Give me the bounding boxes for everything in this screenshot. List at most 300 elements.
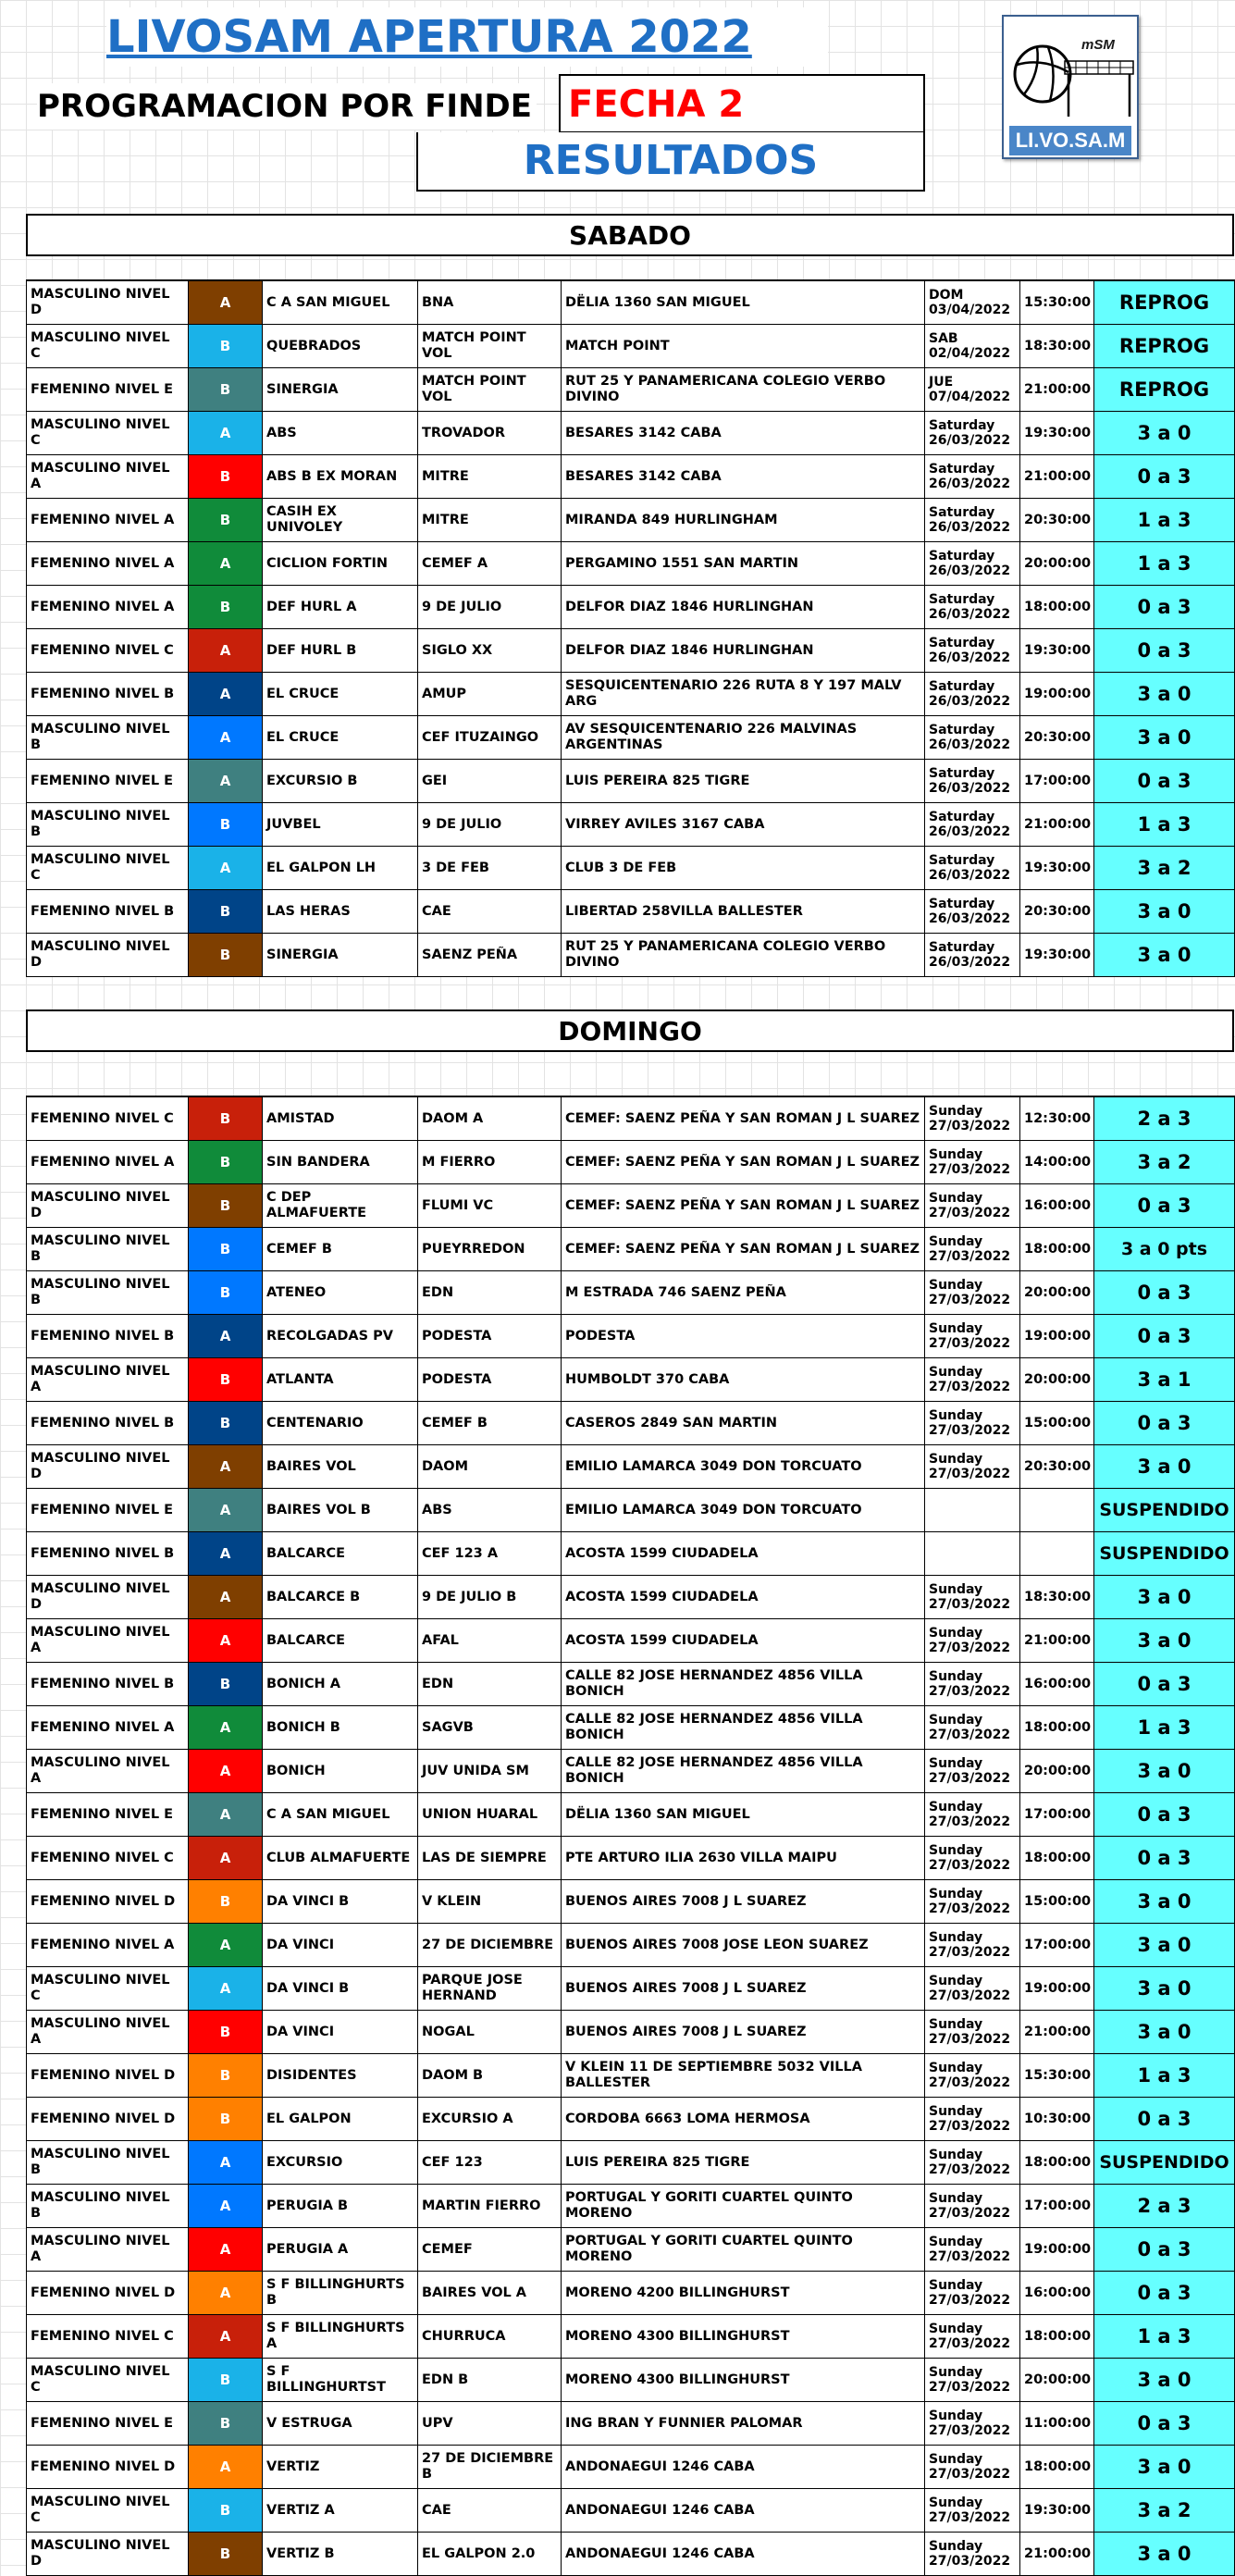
table-row (27, 499, 1235, 542)
resultados-label: RESULTADOS (416, 132, 925, 192)
date-cell: Sunday 27/03/2022 (925, 2141, 1020, 2185)
time-cell (1020, 1532, 1094, 1576)
nivel-badge: A (189, 1750, 263, 1793)
home-team-cell: EXCURSIO B (263, 760, 418, 803)
time-cell: 18:00:00 (1020, 586, 1094, 629)
home-team-cell: PERUGIA B (263, 2185, 418, 2228)
home-team-cell: SINERGIA (263, 934, 418, 977)
time-cell: 19:00:00 (1020, 1315, 1094, 1358)
nivel-badge: B (189, 1141, 263, 1184)
time-cell: 20:30:00 (1020, 499, 1094, 542)
home-team-cell: PERUGIA A (263, 2228, 418, 2272)
nivel-badge: A (189, 2185, 263, 2228)
venue-cell: MIRANDA 849 HURLINGHAM (562, 499, 925, 542)
away-team-cell: PARQUE JOSE HERNAND (418, 1967, 562, 2011)
nivel-badge: A (189, 629, 263, 673)
away-team-cell: CEF ITUZAINGO (418, 716, 562, 760)
table-row (27, 847, 1235, 890)
nivel-badge: B (189, 1402, 263, 1445)
result-cell: REPROG (1094, 280, 1235, 325)
date-cell: Sunday 27/03/2022 (925, 2228, 1020, 2272)
categoria-cell: FEMENINO NIVEL D (27, 2098, 189, 2141)
date-cell: Saturday 26/03/2022 (925, 542, 1020, 586)
venue-cell: CALLE 82 JOSE HERNANDEZ 4856 VILLA BONICH (562, 1750, 925, 1793)
categoria-cell: MASCULINO NIVEL D (27, 934, 189, 977)
table-row (27, 1489, 1235, 1532)
time-cell: 18:00:00 (1020, 2141, 1094, 2185)
result-cell: 3 a 2 (1094, 847, 1235, 890)
categoria-cell: MASCULINO NIVEL C (27, 412, 189, 455)
categoria-cell: FEMENINO NIVEL A (27, 1706, 189, 1750)
venue-cell: PORTUGAL Y GORITI CUARTEL QUINTO MORENO (562, 2185, 925, 2228)
date-cell: Sunday 27/03/2022 (925, 1228, 1020, 1271)
time-cell: 20:00:00 (1020, 542, 1094, 586)
home-team-cell: EL CRUCE (263, 716, 418, 760)
result-cell: 1 a 3 (1094, 1706, 1235, 1750)
nivel-badge: B (189, 325, 263, 368)
venue-cell: BESARES 3142 CABA (562, 412, 925, 455)
venue-cell: DELFOR DIAZ 1846 HURLINGHAN (562, 586, 925, 629)
home-team-cell: VERTIZ B (263, 2533, 418, 2576)
date-cell: Saturday 26/03/2022 (925, 716, 1020, 760)
result-cell: 2 a 3 (1094, 1096, 1235, 1141)
time-cell: 19:30:00 (1020, 2489, 1094, 2533)
home-team-cell: EXCURSIO (263, 2141, 418, 2185)
time-cell: 12:30:00 (1020, 1096, 1094, 1141)
time-cell: 19:30:00 (1020, 847, 1094, 890)
categoria-cell: MASCULINO NIVEL A (27, 2228, 189, 2272)
time-cell: 17:00:00 (1020, 1924, 1094, 1967)
result-cell: 3 a 2 (1094, 2489, 1235, 2533)
time-cell: 21:00:00 (1020, 2533, 1094, 2576)
away-team-cell: UPV (418, 2402, 562, 2446)
away-team-cell: EDN (418, 1271, 562, 1315)
venue-cell: CALLE 82 JOSE HERNANDEZ 4856 VILLA BONICH (562, 1706, 925, 1750)
result-cell: 0 a 3 (1094, 760, 1235, 803)
time-cell: 18:00:00 (1020, 2315, 1094, 2359)
result-cell: 0 a 3 (1094, 2228, 1235, 2272)
nivel-badge: B (189, 499, 263, 542)
table-row (27, 760, 1235, 803)
away-team-cell: 27 DE DICIEMBRE B (418, 2446, 562, 2489)
venue-cell: MORENO 4300 BILLINGHURST (562, 2315, 925, 2359)
time-cell: 19:00:00 (1020, 1967, 1094, 2011)
nivel-badge: A (189, 2446, 263, 2489)
away-team-cell: 27 DE DICIEMBRE (418, 1924, 562, 1967)
venue-cell: CEMEF: SAENZ PEÑA Y SAN ROMAN J L SUAREZ (562, 1096, 925, 1141)
away-team-cell: DAOM (418, 1445, 562, 1489)
categoria-cell: MASCULINO NIVEL B (27, 2141, 189, 2185)
result-cell: 1 a 3 (1094, 2054, 1235, 2098)
date-cell: Sunday 27/03/2022 (925, 1967, 1020, 2011)
result-cell: 3 a 0 (1094, 890, 1235, 934)
date-cell: Sunday 27/03/2022 (925, 1096, 1020, 1141)
away-team-cell: SIGLO XX (418, 629, 562, 673)
home-team-cell: C A SAN MIGUEL (263, 1793, 418, 1837)
nivel-badge: B (189, 2489, 263, 2533)
time-cell: 20:00:00 (1020, 1358, 1094, 1402)
result-cell: 3 a 0 (1094, 1445, 1235, 1489)
result-cell: 1 a 3 (1094, 542, 1235, 586)
away-team-cell: V KLEIN (418, 1880, 562, 1924)
date-cell: Sunday 27/03/2022 (925, 1837, 1020, 1880)
table-row (27, 1793, 1235, 1837)
nivel-badge: A (189, 1706, 263, 1750)
nivel-badge: A (189, 673, 263, 716)
venue-cell: CLUB 3 DE FEB (562, 847, 925, 890)
table-row (27, 890, 1235, 934)
date-cell: Saturday 26/03/2022 (925, 760, 1020, 803)
nivel-badge: B (189, 2098, 263, 2141)
date-cell: Sunday 27/03/2022 (925, 1576, 1020, 1619)
categoria-cell: MASCULINO NIVEL D (27, 280, 189, 325)
time-cell: 11:00:00 (1020, 2402, 1094, 2446)
date-cell: Sunday 27/03/2022 (925, 2359, 1020, 2402)
table-row (27, 2185, 1235, 2228)
venue-cell: BESARES 3142 CABA (562, 455, 925, 499)
away-team-cell: MITRE (418, 499, 562, 542)
result-cell: 0 a 3 (1094, 1184, 1235, 1228)
venue-cell: RUT 25 Y PANAMERICANA COLEGIO VERBO DIVINO (562, 368, 925, 412)
away-team-cell: EL GALPON 2.0 (418, 2533, 562, 2576)
time-cell: 14:00:00 (1020, 1141, 1094, 1184)
home-team-cell: BAIRES VOL B (263, 1489, 418, 1532)
date-cell: Sunday 27/03/2022 (925, 1706, 1020, 1750)
categoria-cell: MASCULINO NIVEL D (27, 2533, 189, 2576)
table-row (27, 1924, 1235, 1967)
categoria-cell: MASCULINO NIVEL B (27, 1271, 189, 1315)
table-row (27, 803, 1235, 847)
away-team-cell: PODESTA (418, 1358, 562, 1402)
categoria-cell: MASCULINO NIVEL B (27, 2185, 189, 2228)
table-row (27, 542, 1235, 586)
home-team-cell: DA VINCI (263, 1924, 418, 1967)
away-team-cell: NOGAL (418, 2011, 562, 2054)
home-team-cell: EL GALPON (263, 2098, 418, 2141)
venue-cell: V KLEIN 11 DE SEPTIEMBRE 5032 VILLA BALLESTER (562, 2054, 925, 2098)
home-team-cell: DISIDENTES (263, 2054, 418, 2098)
result-cell: 3 a 0 (1094, 1576, 1235, 1619)
away-team-cell: LAS DE SIEMPRE (418, 1837, 562, 1880)
result-cell: 1 a 3 (1094, 2315, 1235, 2359)
home-team-cell: ATLANTA (263, 1358, 418, 1402)
date-cell: Sunday 27/03/2022 (925, 1271, 1020, 1315)
away-team-cell: UNION HUARAL (418, 1793, 562, 1837)
time-cell: 16:00:00 (1020, 1184, 1094, 1228)
date-cell: Saturday 26/03/2022 (925, 586, 1020, 629)
away-team-cell: EDN (418, 1663, 562, 1706)
venue-cell: HUMBOLDT 370 CABA (562, 1358, 925, 1402)
away-team-cell: MATCH POINT VOL (418, 368, 562, 412)
table-row (27, 455, 1235, 499)
nivel-badge: A (189, 2228, 263, 2272)
time-cell: 15:00:00 (1020, 1880, 1094, 1924)
table-row (27, 1532, 1235, 1576)
home-team-cell: CICLION FORTIN (263, 542, 418, 586)
time-cell: 15:30:00 (1020, 280, 1094, 325)
time-cell: 21:00:00 (1020, 2011, 1094, 2054)
result-cell: 0 a 3 (1094, 1315, 1235, 1358)
result-cell: 3 a 0 (1094, 716, 1235, 760)
table-row (27, 2228, 1235, 2272)
time-cell: 17:00:00 (1020, 2185, 1094, 2228)
categoria-cell: FEMENINO NIVEL A (27, 542, 189, 586)
categoria-cell: MASCULINO NIVEL B (27, 716, 189, 760)
nivel-badge: B (189, 1096, 263, 1141)
table-row (27, 1663, 1235, 1706)
categoria-cell: MASCULINO NIVEL A (27, 2011, 189, 2054)
categoria-cell: MASCULINO NIVEL C (27, 2489, 189, 2533)
nivel-badge: A (189, 1793, 263, 1837)
home-team-cell: VERTIZ (263, 2446, 418, 2489)
home-team-cell: SINERGIA (263, 368, 418, 412)
away-team-cell: 3 DE FEB (418, 847, 562, 890)
home-team-cell: LAS HERAS (263, 890, 418, 934)
categoria-cell: MASCULINO NIVEL B (27, 1228, 189, 1271)
nivel-badge: B (189, 2402, 263, 2446)
home-team-cell: JUVBEL (263, 803, 418, 847)
result-cell: SUSPENDIDO (1094, 1532, 1235, 1576)
venue-cell: MORENO 4200 BILLINGHURST (562, 2272, 925, 2315)
date-cell: Sunday 27/03/2022 (925, 1793, 1020, 1837)
categoria-cell: MASCULINO NIVEL A (27, 1619, 189, 1663)
home-team-cell: BALCARCE (263, 1532, 418, 1576)
away-team-cell: CEMEF B (418, 1402, 562, 1445)
home-team-cell: ATENEO (263, 1271, 418, 1315)
result-cell: 3 a 0 pts (1094, 1228, 1235, 1271)
nivel-badge: B (189, 2359, 263, 2402)
table-row (27, 1315, 1235, 1358)
time-cell: 19:30:00 (1020, 412, 1094, 455)
date-cell: Sunday 27/03/2022 (925, 2054, 1020, 2098)
date-cell: Saturday 26/03/2022 (925, 412, 1020, 455)
home-team-cell: DA VINCI (263, 2011, 418, 2054)
date-cell: Saturday 26/03/2022 (925, 455, 1020, 499)
nivel-badge: A (189, 2315, 263, 2359)
table-row (27, 1619, 1235, 1663)
table-row (27, 2141, 1235, 2185)
sabado-table (26, 279, 1235, 977)
categoria-cell: FEMENINO NIVEL E (27, 760, 189, 803)
result-cell: 0 a 3 (1094, 2272, 1235, 2315)
time-cell: 21:00:00 (1020, 368, 1094, 412)
categoria-cell: MASCULINO NIVEL C (27, 325, 189, 368)
home-team-cell: RECOLGADAS PV (263, 1315, 418, 1358)
table-row (27, 673, 1235, 716)
away-team-cell: 9 DE JULIO (418, 586, 562, 629)
table-row (27, 2489, 1235, 2533)
time-cell: 17:00:00 (1020, 1793, 1094, 1837)
result-cell: 3 a 0 (1094, 934, 1235, 977)
nivel-badge: A (189, 280, 263, 325)
home-team-cell: BAIRES VOL (263, 1445, 418, 1489)
venue-cell: CEMEF: SAENZ PEÑA Y SAN ROMAN J L SUAREZ (562, 1228, 925, 1271)
result-cell: 0 a 3 (1094, 1793, 1235, 1837)
home-team-cell: DEF HURL A (263, 586, 418, 629)
table-row (27, 325, 1235, 368)
venue-cell: PODESTA (562, 1315, 925, 1358)
away-team-cell: JUV UNIDA SM (418, 1750, 562, 1793)
nivel-badge: B (189, 368, 263, 412)
result-cell: 0 a 3 (1094, 1837, 1235, 1880)
result-cell: 1 a 3 (1094, 803, 1235, 847)
date-cell: Sunday 27/03/2022 (925, 2446, 1020, 2489)
venue-cell: PERGAMINO 1551 SAN MARTIN (562, 542, 925, 586)
categoria-cell: FEMENINO NIVEL D (27, 1880, 189, 1924)
venue-cell: CASEROS 2849 SAN MARTIN (562, 1402, 925, 1445)
time-cell: 19:00:00 (1020, 2228, 1094, 2272)
home-team-cell: BALCARCE (263, 1619, 418, 1663)
date-cell: Sunday 27/03/2022 (925, 1750, 1020, 1793)
home-team-cell: EL CRUCE (263, 673, 418, 716)
time-cell: 20:30:00 (1020, 1445, 1094, 1489)
result-cell: 3 a 0 (1094, 2011, 1235, 2054)
nivel-badge: A (189, 716, 263, 760)
result-cell: SUSPENDIDO (1094, 2141, 1235, 2185)
nivel-badge: A (189, 847, 263, 890)
home-team-cell: CLUB ALMAFUERTE (263, 1837, 418, 1880)
result-cell: 0 a 3 (1094, 2098, 1235, 2141)
result-cell: 3 a 0 (1094, 1967, 1235, 2011)
categoria-cell: FEMENINO NIVEL C (27, 1837, 189, 1880)
date-cell (925, 1532, 1020, 1576)
table-row (27, 1706, 1235, 1750)
table-row (27, 2533, 1235, 2576)
away-team-cell: AFAL (418, 1619, 562, 1663)
categoria-cell: FEMENINO NIVEL C (27, 1096, 189, 1141)
home-team-cell: C A SAN MIGUEL (263, 280, 418, 325)
away-team-cell: PODESTA (418, 1315, 562, 1358)
time-cell: 16:00:00 (1020, 1663, 1094, 1706)
venue-cell: M ESTRADA 746 SAENZ PEÑA (562, 1271, 925, 1315)
nivel-badge: A (189, 2141, 263, 2185)
result-cell: 0 a 3 (1094, 1402, 1235, 1445)
categoria-cell: FEMENINO NIVEL B (27, 1663, 189, 1706)
table-row (27, 1228, 1235, 1271)
categoria-cell: MASCULINO NIVEL C (27, 2359, 189, 2402)
home-team-cell: ABS (263, 412, 418, 455)
home-team-cell: BONICH A (263, 1663, 418, 1706)
date-cell: Sunday 27/03/2022 (925, 2011, 1020, 2054)
home-team-cell: C DEP ALMAFUERTE (263, 1184, 418, 1228)
categoria-cell: MASCULINO NIVEL C (27, 1967, 189, 2011)
time-cell: 18:00:00 (1020, 1706, 1094, 1750)
date-cell: Sunday 27/03/2022 (925, 1619, 1020, 1663)
table-row (27, 1271, 1235, 1315)
venue-cell: DELFOR DIAZ 1846 HURLINGHAN (562, 629, 925, 673)
nivel-badge: A (189, 1837, 263, 1880)
result-cell: 0 a 3 (1094, 586, 1235, 629)
venue-cell: EMILIO LAMARCA 3049 DON TORCUATO (562, 1445, 925, 1489)
time-cell: 18:30:00 (1020, 1576, 1094, 1619)
home-team-cell: S F BILLINGHURTS A (263, 2315, 418, 2359)
nivel-badge: A (189, 1532, 263, 1576)
nivel-badge: B (189, 803, 263, 847)
home-team-cell: CEMEF B (263, 1228, 418, 1271)
venue-cell: EMILIO LAMARCA 3049 DON TORCUATO (562, 1489, 925, 1532)
date-cell (925, 1489, 1020, 1532)
categoria-cell: FEMENINO NIVEL B (27, 673, 189, 716)
table-row (27, 2272, 1235, 2315)
categoria-cell: MASCULINO NIVEL A (27, 455, 189, 499)
categoria-cell: MASCULINO NIVEL D (27, 1184, 189, 1228)
time-cell: 20:00:00 (1020, 1750, 1094, 1793)
date-cell: Saturday 26/03/2022 (925, 847, 1020, 890)
categoria-cell: FEMENINO NIVEL C (27, 629, 189, 673)
categoria-cell: MASCULINO NIVEL D (27, 1576, 189, 1619)
nivel-badge: A (189, 1315, 263, 1358)
table-row (27, 2098, 1235, 2141)
away-team-cell: SAENZ PEÑA (418, 934, 562, 977)
nivel-badge: B (189, 890, 263, 934)
time-cell: 18:00:00 (1020, 2446, 1094, 2489)
away-team-cell: ABS (418, 1489, 562, 1532)
table-row (27, 1880, 1235, 1924)
time-cell: 16:00:00 (1020, 2272, 1094, 2315)
time-cell: 20:30:00 (1020, 716, 1094, 760)
venue-cell: RUT 25 Y PANAMERICANA COLEGIO VERBO DIVINO (562, 934, 925, 977)
away-team-cell: FLUMI VC (418, 1184, 562, 1228)
date-cell: Sunday 27/03/2022 (925, 2402, 1020, 2446)
home-team-cell: DEF HURL B (263, 629, 418, 673)
sabado-header: SABADO (26, 214, 1234, 256)
table-row (27, 2011, 1235, 2054)
categoria-cell: MASCULINO NIVEL B (27, 803, 189, 847)
table-row (27, 1096, 1235, 1141)
categoria-cell: FEMENINO NIVEL A (27, 1141, 189, 1184)
date-cell: Saturday 26/03/2022 (925, 499, 1020, 542)
home-team-cell: BONICH B (263, 1706, 418, 1750)
home-team-cell: S F BILLINGHURTS B (263, 2272, 418, 2315)
away-team-cell: DAOM B (418, 2054, 562, 2098)
date-cell: Sunday 27/03/2022 (925, 1663, 1020, 1706)
venue-cell: CALLE 82 JOSE HERNANDEZ 4856 VILLA BONICH (562, 1663, 925, 1706)
categoria-cell: MASCULINO NIVEL A (27, 1358, 189, 1402)
nivel-badge: A (189, 1445, 263, 1489)
table-row (27, 412, 1235, 455)
time-cell: 15:30:00 (1020, 2054, 1094, 2098)
date-cell: Saturday 26/03/2022 (925, 673, 1020, 716)
venue-cell: BUENOS AIRES 7008 J L SUAREZ (562, 1967, 925, 2011)
nivel-badge: B (189, 1184, 263, 1228)
categoria-cell: FEMENINO NIVEL E (27, 1793, 189, 1837)
away-team-cell: EXCURSIO A (418, 2098, 562, 2141)
result-cell: REPROG (1094, 325, 1235, 368)
venue-cell: PTE ARTURO ILIA 2630 VILLA MAIPU (562, 1837, 925, 1880)
time-cell: 19:30:00 (1020, 629, 1094, 673)
nivel-badge: B (189, 1358, 263, 1402)
venue-cell: CEMEF: SAENZ PEÑA Y SAN ROMAN J L SUAREZ (562, 1141, 925, 1184)
nivel-badge: B (189, 1271, 263, 1315)
home-team-cell: S F BILLINGHURTST (263, 2359, 418, 2402)
nivel-badge: A (189, 412, 263, 455)
away-team-cell: GEI (418, 760, 562, 803)
nivel-badge: B (189, 1663, 263, 1706)
date-cell: Sunday 27/03/2022 (925, 1184, 1020, 1228)
nivel-badge: B (189, 455, 263, 499)
nivel-badge: A (189, 1576, 263, 1619)
away-team-cell: 9 DE JULIO (418, 803, 562, 847)
result-cell: 3 a 0 (1094, 1924, 1235, 1967)
away-team-cell: EDN B (418, 2359, 562, 2402)
venue-cell: ANDONAEGUI 1246 CABA (562, 2489, 925, 2533)
home-team-cell: V ESTRUGA (263, 2402, 418, 2446)
home-team-cell: ABS B EX MORAN (263, 455, 418, 499)
table-row (27, 2446, 1235, 2489)
home-team-cell: QUEBRADOS (263, 325, 418, 368)
away-team-cell: CEMEF A (418, 542, 562, 586)
nivel-badge: A (189, 760, 263, 803)
